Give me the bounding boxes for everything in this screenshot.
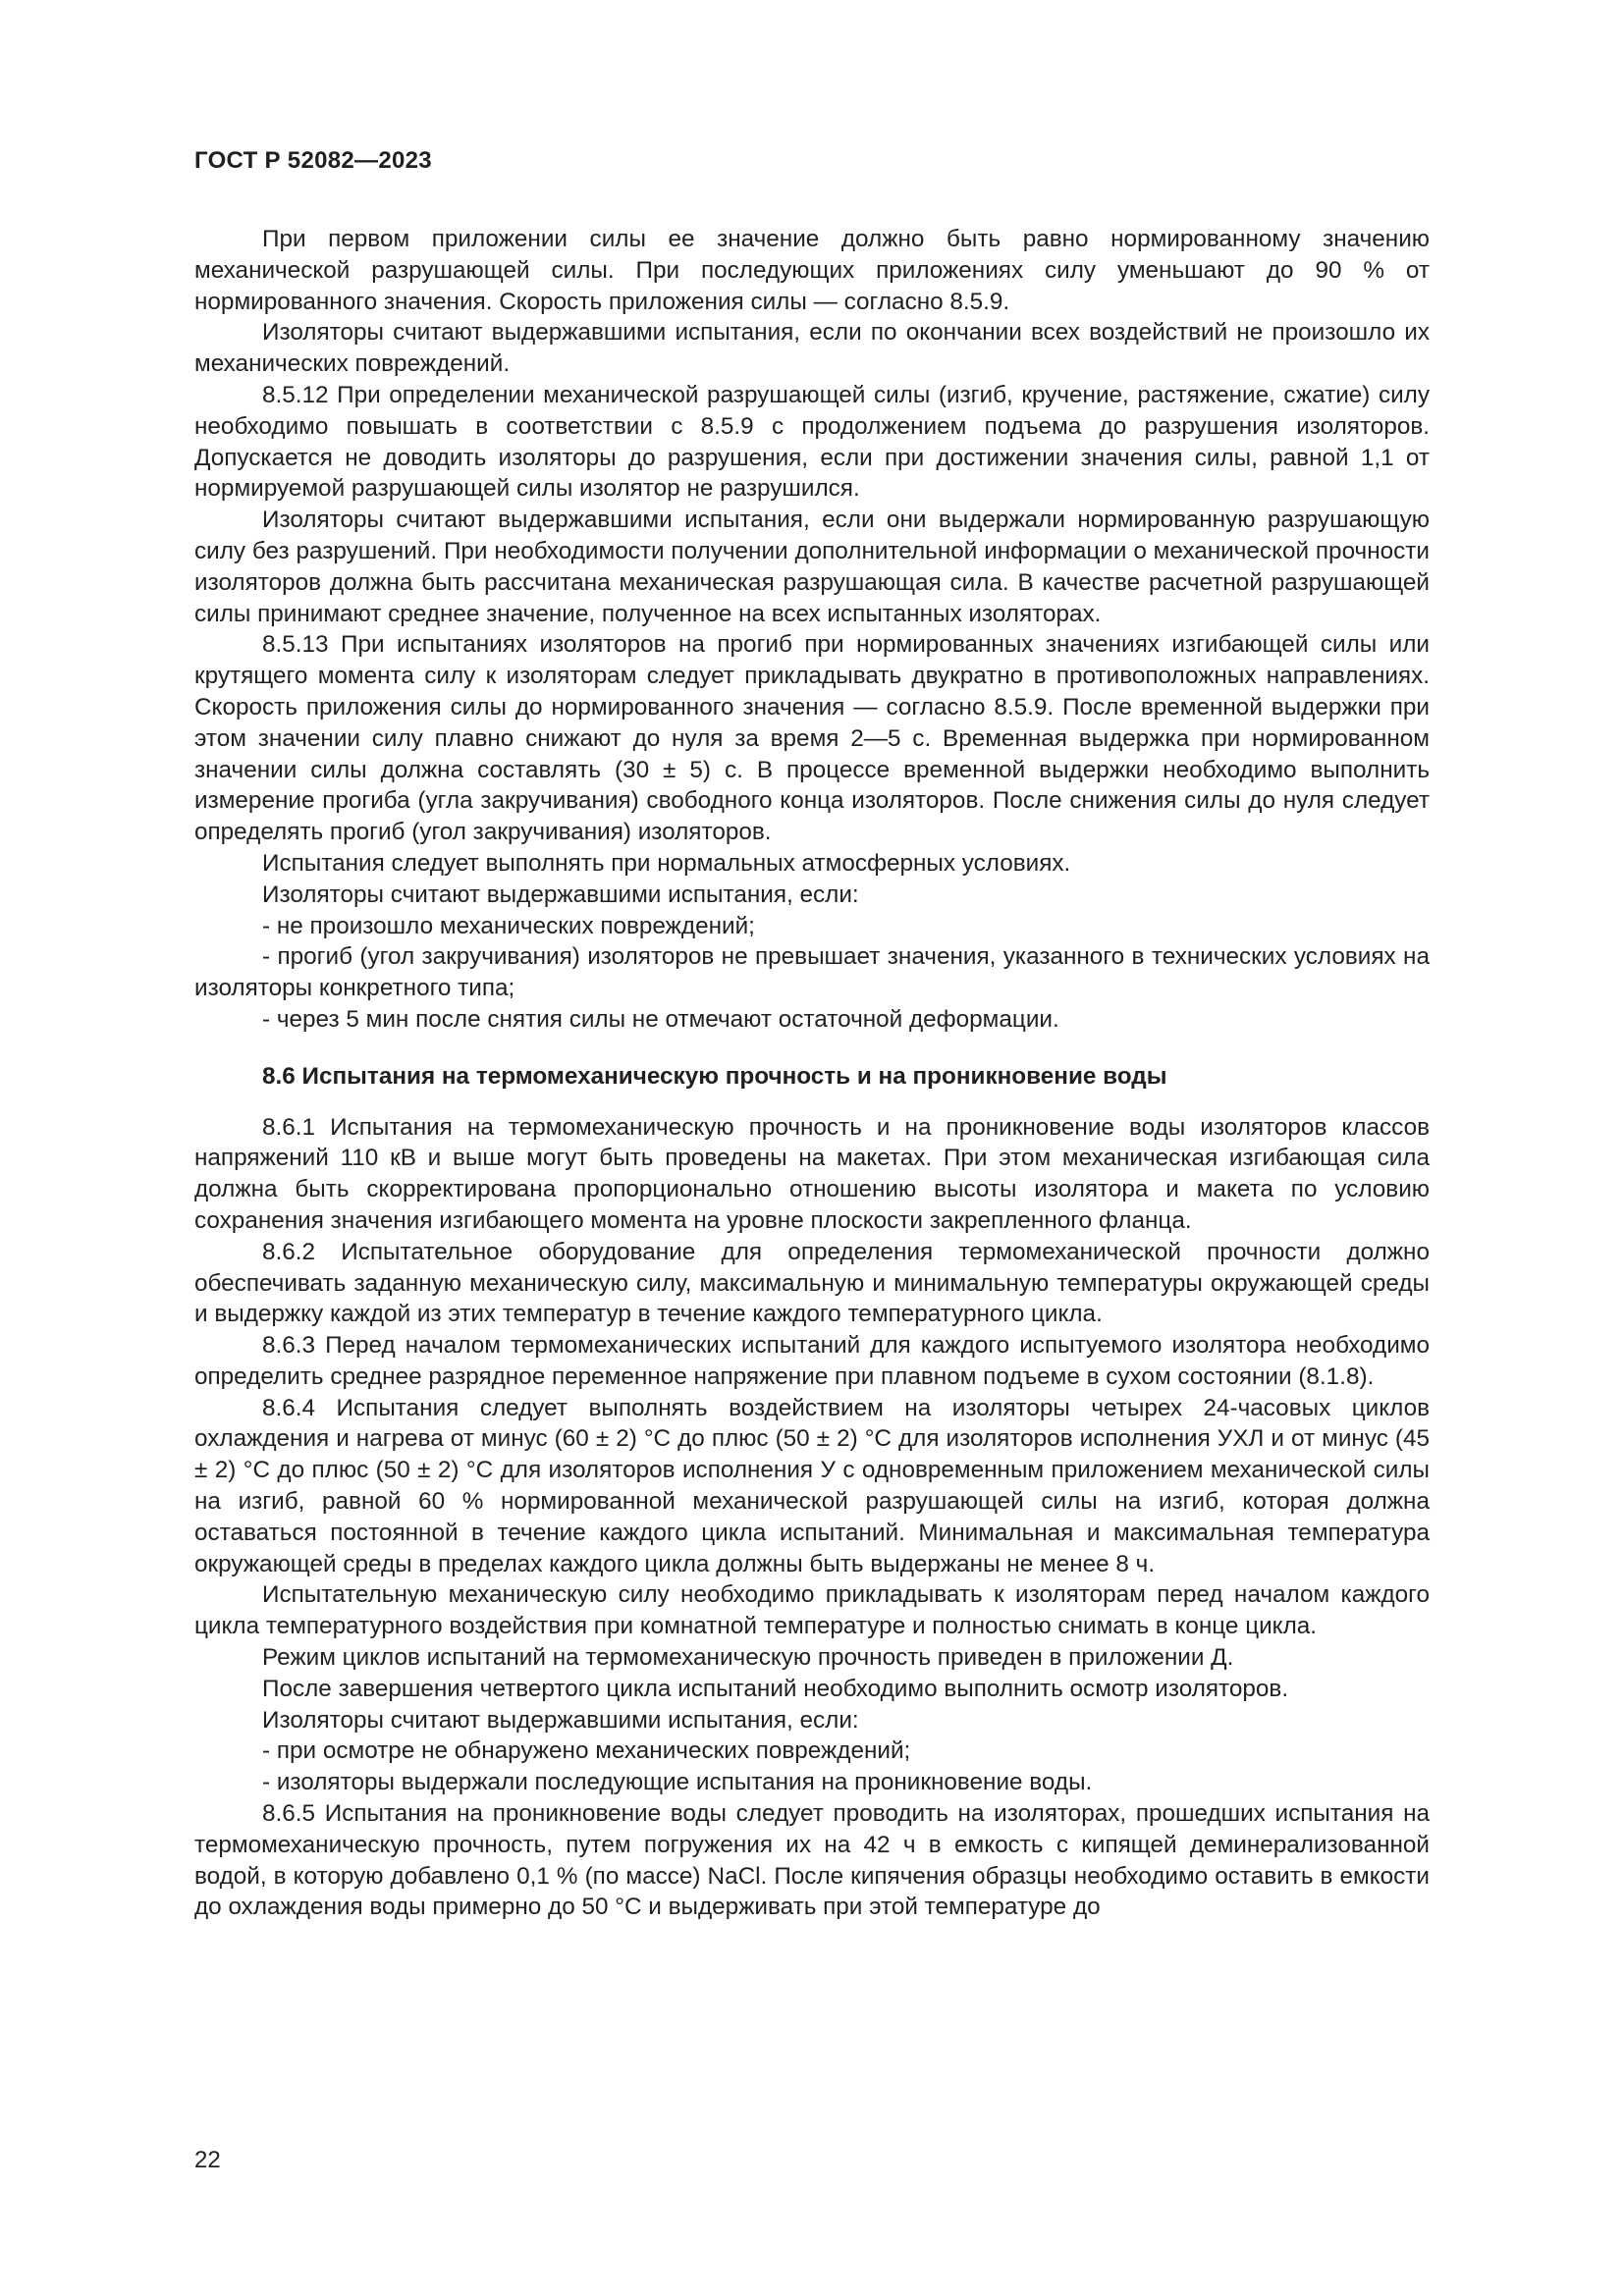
paragraph: Изоляторы считают выдержавшими испытания, если: <box>262 1706 859 1734</box>
clause-8-5-13: 8.5.13 При испытаниях изоляторов на прогиб при нормированных значениях изгибающей силы или крутящего момента силу к изоляторам следует прикладывать двукратно в противоположных направлениях. Скорость приложения силы до нормированного значения — согласно 8.5.9. После временной выдержки при этом значении силу плавно снижают до нуля за время 2—5 с. Временная выдержка при нормированном значении силы должна составлять (30 ± 5) с. В процессе временной выдержки необходимо выполнить измерение прогиба (угла закручивания) свободного конца изоляторов. После снижения силы до нуля следует определять прогиб (угол закручивания) изоляторов. <box>194 631 1430 846</box>
clause-8-6-3: 8.6.3 Перед началом термомеханических испытаний для каждого испытуемого изолятора необходимо определить среднее разрядное переменное напряжение при плавном подъеме в сухом состоянии (8.1.8). <box>194 1332 1430 1390</box>
page-number: 22 <box>194 2147 221 2173</box>
document-header: ГОСТ Р 52082—2023 <box>194 147 432 174</box>
list-item: - не произошло механических повреждений; <box>262 912 755 939</box>
paragraph: Режим циклов испытаний на термомеханическую прочность приведен в приложении Д. <box>262 1644 1234 1672</box>
list-item: - изоляторы выдержали последующие испытания на проникновение воды. <box>262 1769 1093 1796</box>
list-item: - при осмотре не обнаружено механических повреждений; <box>262 1737 911 1765</box>
paragraph: Испытания следует выполнять при нормальных атмосферных условиях. <box>262 849 1071 877</box>
list-item: - прогиб (угол закручивания) изоляторов не превышает значения, указанного в технических условиях на изоляторы конкретного типа; <box>194 943 1430 1002</box>
paragraph: Изоляторы считают выдержавшими испытания, если по окончании всех воздействий не произошло их механических повреждений. <box>194 319 1430 378</box>
document-body <box>194 224 1430 1923</box>
paragraph: После завершения четвертого цикла испытаний необходимо выполнить осмотр изоляторов. <box>262 1675 1289 1702</box>
paragraph: Изоляторы считают выдержавшими испытания, если они выдержали нормированную разрушающую силу без разрушений. При необходимости получении дополнительной информации о механической прочности изоляторов должна быть рассчитана механическая разрушающая сила. В качестве расчетной разрушающей силы принимают среднее значение, полученное на всех испытанных изоляторах. <box>194 507 1430 627</box>
clause-8-5-12: 8.5.12 При определении механической разрушающей силы (изгиб, кручение, растяжение, сжатие) силу необходимо повышать в соответствии с 8.5.9 с продолжением подъема до разрушения изоляторов. Допускается не доводить изоляторы до разрушения, если при достижении значения силы, равной 1,1 от нормируемой разрушающей силы изолятор не разрушился. <box>194 381 1430 503</box>
clause-8-6-5: 8.6.5 Испытания на проникновение воды следует проводить на изоляторах, прошедших испытания на термомеханическую прочность, путем погружения их на 42 ч в емкость с кипящей деминерализованной водой, в которую добавлено 0,1 % (по массе) NaCl. После кипячения образцы необходимо оставить в емкости до охлаждения воды примерно до 50 °С и выдерживать при этой температуре до <box>194 1800 1430 1921</box>
clause-8-6-1: 8.6.1 Испытания на термомеханическую прочность и на проникновение воды изоляторов классов напряжений 110 кВ и выше могут быть проведены на макетах. При этом механическая изгибающая сила должна быть скорректирована пропорционально отношению высоты изолятора и макета по условию сохранения значения изгибающего момента на уровне плоскости закрепленного фланца. <box>194 1113 1430 1234</box>
section-heading-8-6: 8.6 Испытания на термомеханическую прочность и на проникновение воды <box>262 1062 1167 1090</box>
paragraph: Испытательную механическую силу необходимо прикладывать к изоляторам перед началом каждого цикла температурного воздействия при комнатной температуре и полностью снимать в конце цикла. <box>194 1581 1430 1640</box>
paragraph: При первом приложении силы ее значение должно быть равно нормированному значению механической разрушающей силы. При последующих приложениях силу уменьшают до 90 % от нормированного значения. Скорость приложения силы — согласно 8.5.9. <box>194 226 1430 315</box>
clause-8-6-4: 8.6.4 Испытания следует выполнять воздействием на изоляторы четырех 24-часовых циклов охлаждения и нагрева от минус (60 ± 2) °С до плюс (50 ± 2) °С для изоляторов исполнения УХЛ и от минус (45 ± 2) °С до плюс (50 ± 2) °С для изоляторов исполнения У с одновременным приложением механической силы на изгиб, равной 60 % нормированной механической разрушающей силы на изгиб, которая должна оставаться постоянной в течение каждого цикла испытаний. Минимальная и максимальная температура окружающей среды в пределах каждого цикла должны быть выдержаны не менее 8 ч. <box>194 1394 1430 1577</box>
paragraph: Изоляторы считают выдержавшими испытания, если: <box>262 881 859 908</box>
list-item: - через 5 мин после снятия силы не отмечают остаточной деформации. <box>262 1005 1059 1033</box>
clause-8-6-2: 8.6.2 Испытательное оборудование для определения термомеханической прочности должно обеспечивать заданную механическую силу, максимальную и минимальную температуры окружающей среды и выдержку каждой из этих температур в течение каждого температурного цикла. <box>194 1238 1430 1328</box>
